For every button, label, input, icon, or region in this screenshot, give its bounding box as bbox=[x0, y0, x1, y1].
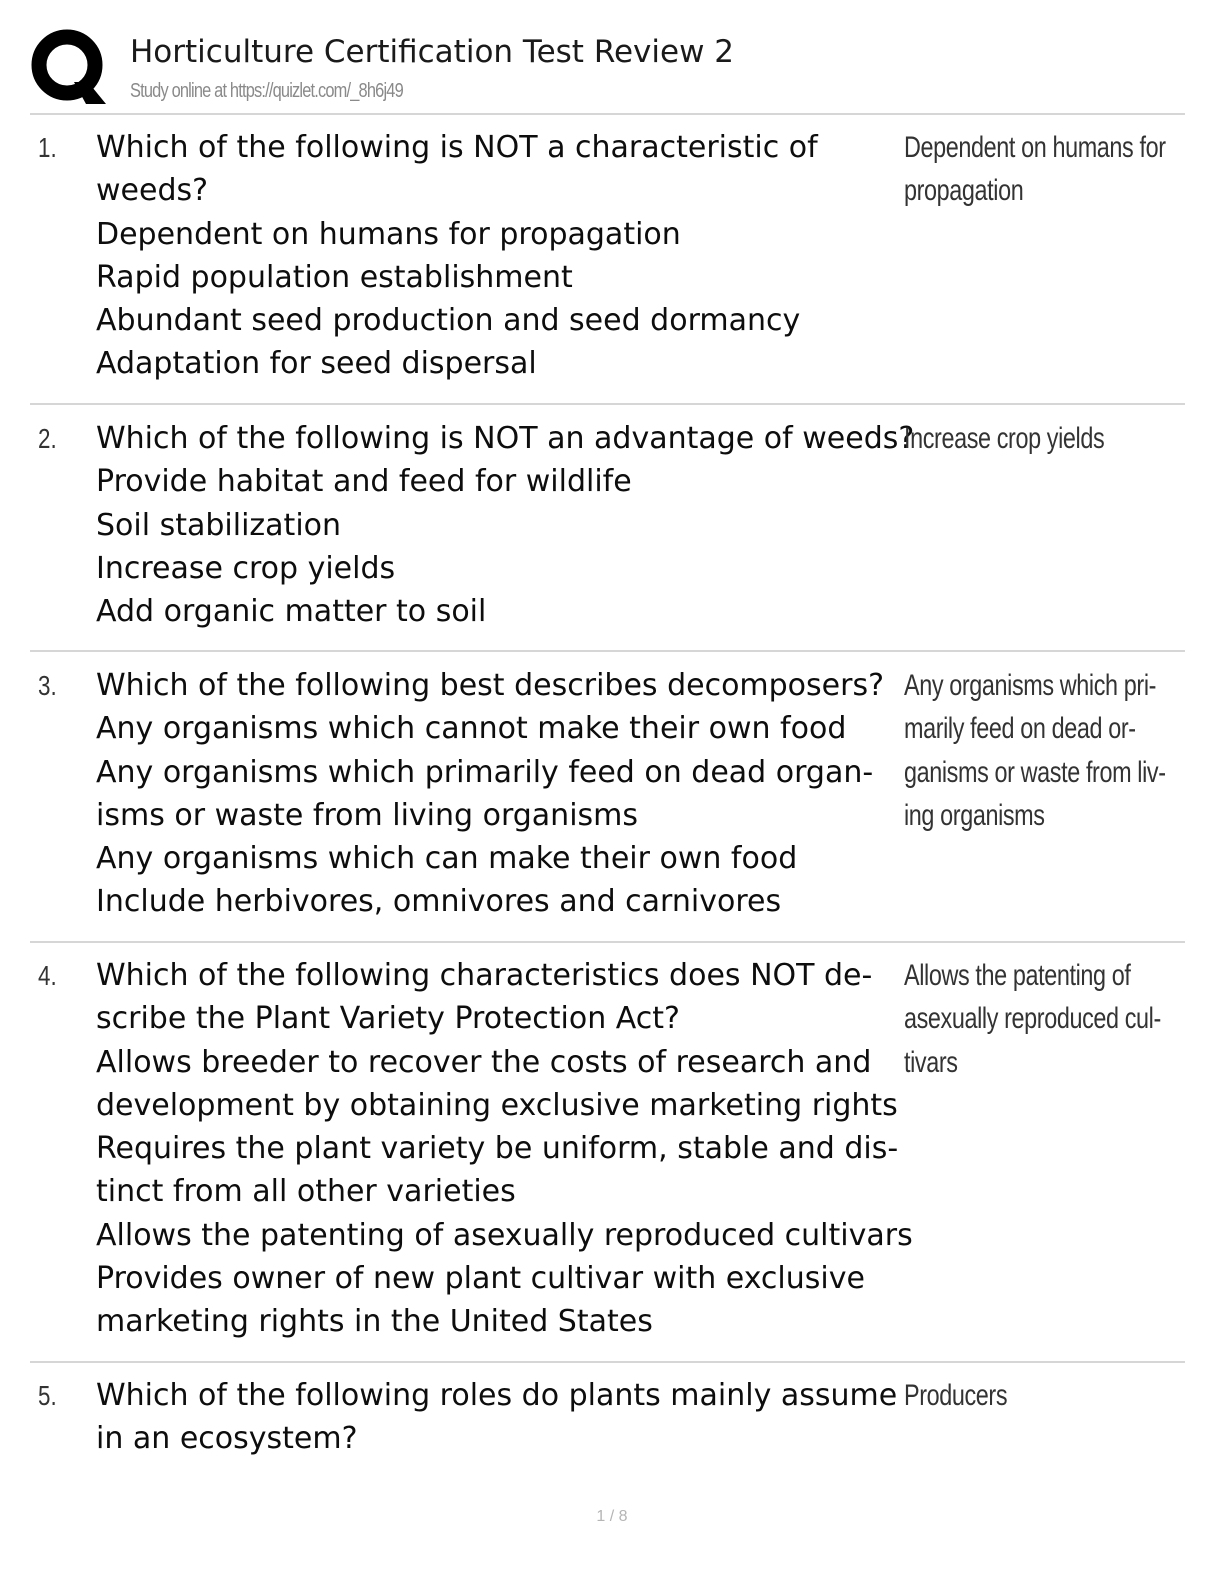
question-line: Any organisms which primarily feed on dead organ- bbox=[96, 754, 874, 790]
card-question bbox=[96, 126, 906, 386]
card-question bbox=[96, 417, 915, 633]
card-answer bbox=[904, 664, 1166, 837]
card-number: 2. bbox=[38, 423, 57, 454]
card-number: 3. bbox=[38, 670, 57, 701]
answer-line: tivars bbox=[904, 1045, 958, 1079]
question-line: scribe the Plant Variety Protection Act? bbox=[96, 1001, 680, 1037]
question-line: Soil stabilization bbox=[96, 507, 342, 543]
question-line: tinct from all other varieties bbox=[96, 1174, 516, 1210]
card-divider bbox=[30, 403, 1185, 405]
card-answer bbox=[904, 417, 1161, 460]
question-line: Rapid population establishment bbox=[96, 259, 573, 295]
card-question bbox=[96, 664, 906, 924]
question-line: Increase crop yields bbox=[96, 550, 396, 586]
question-line: Which of the following roles do plants mainly assume bbox=[96, 1378, 898, 1413]
question-line: Add organic matter to soil bbox=[96, 594, 487, 630]
page-header bbox=[30, 28, 1185, 114]
question-line: weeds? bbox=[96, 173, 209, 209]
question-line: Provides owner of new plant cultivar with exclusive bbox=[96, 1261, 865, 1297]
answer-line: propagation bbox=[904, 174, 1024, 208]
card-number: 4. bbox=[38, 960, 57, 991]
question-line: in an ecosystem? bbox=[96, 1421, 358, 1457]
answer-line: ganisms or waste from liv- bbox=[904, 755, 1166, 789]
question-line: Provide habitat and feed for wildlife bbox=[96, 464, 632, 500]
card-answer bbox=[904, 126, 1166, 213]
answer-line: Dependent on humans for bbox=[904, 131, 1166, 164]
answer-line: Any organisms which pri- bbox=[904, 669, 1157, 702]
question-line: Any organisms which can make their own food bbox=[96, 841, 798, 877]
card-divider bbox=[30, 1361, 1185, 1363]
question-line: isms or waste from living organisms bbox=[96, 797, 639, 833]
study-online-link-text: Study online at https://quizlet.com/_8h6j49 bbox=[130, 80, 403, 102]
card-answer bbox=[904, 1374, 1161, 1417]
question-line: Allows the patenting of asexually reproduced cultivars bbox=[96, 1217, 913, 1253]
answer-line: ing organisms bbox=[904, 798, 1045, 832]
question-line: Abundant seed production and seed dormancy bbox=[96, 303, 801, 339]
page-title: Horticulture Certification Test Review 2 bbox=[130, 34, 735, 70]
question-line: Adaptation for seed dispersal bbox=[96, 346, 537, 382]
question-line: Which of the following is NOT an advantage of weeds? bbox=[96, 421, 915, 456]
card-answer bbox=[904, 954, 1161, 1084]
answer-line: Increase crop yields bbox=[904, 422, 1105, 455]
card-question bbox=[96, 954, 913, 1344]
question-line: Allows breeder to recover the costs of research and bbox=[96, 1044, 872, 1080]
question-line: Dependent on humans for propagation bbox=[96, 216, 681, 252]
quizlet-q-logo-icon bbox=[30, 28, 110, 108]
question-line: marketing rights in the United States bbox=[96, 1304, 653, 1340]
question-line: Requires the plant variety be uniform, stable and dis- bbox=[96, 1131, 899, 1167]
answer-line: Allows the patenting of bbox=[904, 959, 1131, 992]
question-line: Which of the following is NOT a characteristic of bbox=[96, 130, 818, 165]
card-number: 5. bbox=[38, 1380, 57, 1411]
card-divider bbox=[30, 941, 1185, 943]
card-number: 1. bbox=[38, 132, 57, 163]
answer-line: marily feed on dead or- bbox=[904, 712, 1136, 746]
question-line: development by obtaining exclusive marketing rights bbox=[96, 1087, 898, 1123]
answer-line: Producers bbox=[904, 1379, 1008, 1412]
page-indicator: 1 / 8 bbox=[596, 1508, 628, 1525]
question-line: Which of the following best describes decomposers? bbox=[96, 668, 885, 703]
header-divider bbox=[30, 113, 1185, 115]
question-line: Which of the following characteristics does NOT de- bbox=[96, 958, 873, 993]
card-question bbox=[96, 1374, 906, 1461]
question-line: Include herbivores, omnivores and carnivores bbox=[96, 884, 782, 920]
card-divider bbox=[30, 650, 1185, 652]
question-line: Any organisms which cannot make their own food bbox=[96, 711, 847, 747]
answer-line: asexually reproduced cul- bbox=[904, 1002, 1161, 1036]
